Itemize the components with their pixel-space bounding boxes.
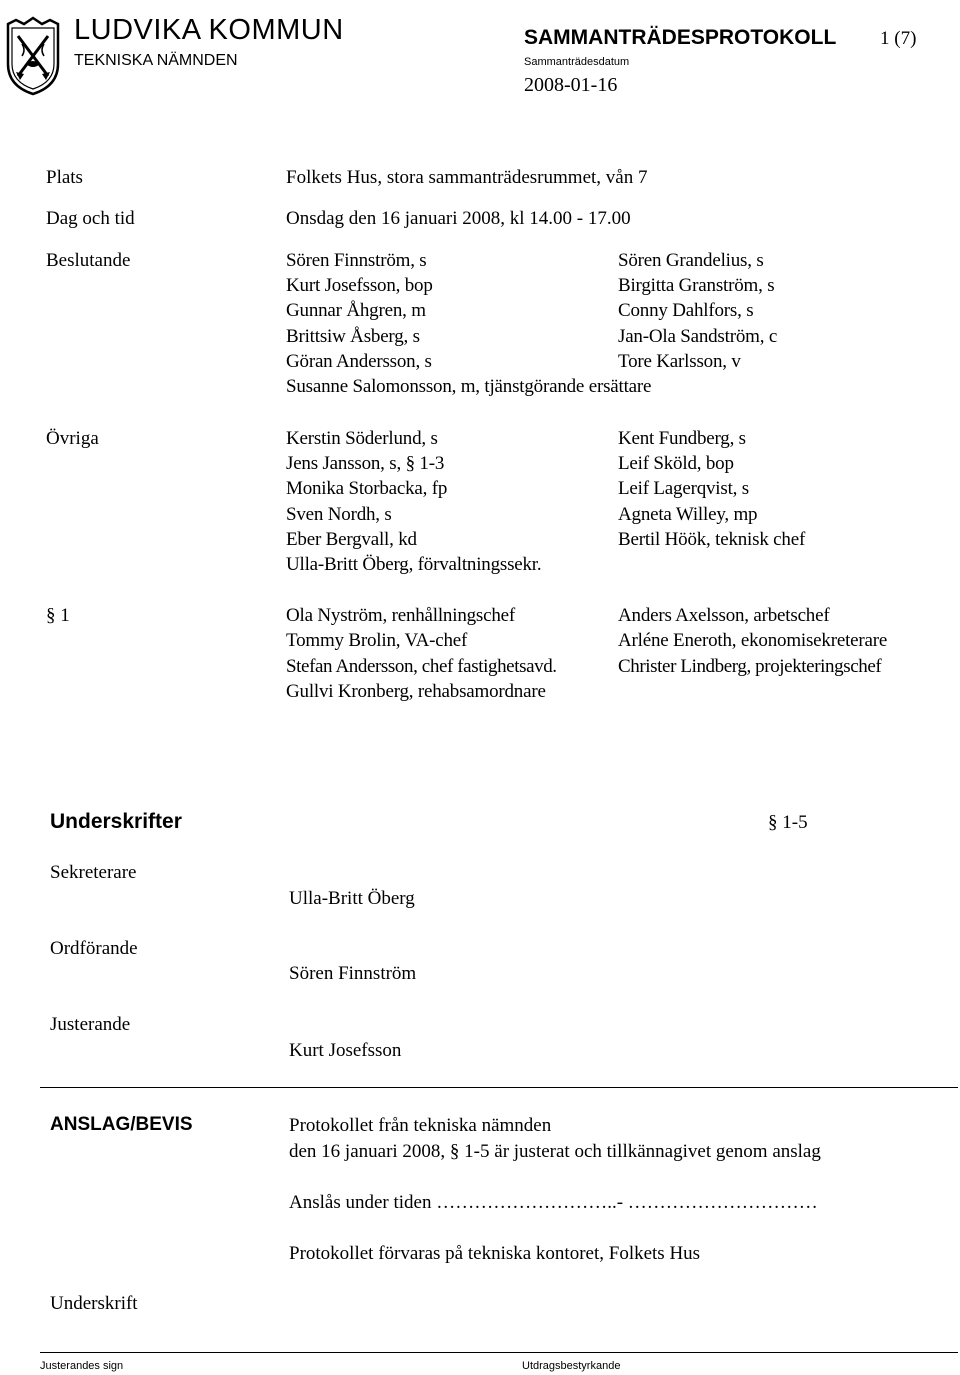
anslag-text: Protokollet från tekniska nämnden	[289, 1115, 552, 1136]
paragraf-attendee: Christer Lindberg, projekteringschef	[618, 656, 882, 677]
paragraf-attendee: Stefan Andersson, chef fastighetsavd.	[286, 656, 557, 677]
sekreterare-name: Ulla-Britt Öberg	[289, 888, 415, 909]
utdragsbestyrkande: Utdragsbestyrkande	[522, 1360, 621, 1372]
ovriga-member: Jens Jansson, s, § 1-3	[286, 453, 445, 474]
beslutande-label: Beslutande	[46, 250, 131, 271]
paragraf-attendee: Ola Nyström, renhållningschef	[286, 605, 516, 626]
paragraf-attendee: Tommy Brolin, VA-chef	[286, 630, 468, 651]
ovriga-member: Agneta Willey, mp	[618, 504, 758, 525]
beslutande-member: Sören Finnström, s	[286, 250, 427, 271]
anslag-period: Anslås under tiden ………………………..- …………………………	[289, 1192, 818, 1213]
beslutande-member: Conny Dahlfors, s	[618, 300, 754, 321]
plats-label: Plats	[46, 167, 83, 188]
meeting-date: 2008-01-16	[524, 74, 618, 96]
paragraf-label: § 1	[46, 605, 70, 626]
underskrift-label: Underskrift	[50, 1293, 138, 1314]
footer-divider	[40, 1352, 958, 1353]
beslutande-member: Tore Karlsson, v	[618, 351, 741, 372]
ovriga-member: Kent Fundberg, s	[618, 428, 746, 449]
beslutande-member: Gunnar Åhgren, m	[286, 300, 426, 321]
ovriga-member: Sven Nordh, s	[286, 504, 392, 525]
beslutande-member: Kurt Josefsson, bop	[286, 275, 433, 296]
ovriga-member: Eber Bergvall, kd	[286, 529, 417, 550]
meeting-date-label: Sammanträdesdatum	[524, 56, 630, 68]
paragraf-attendee: Anders Axelsson, arbetschef	[618, 605, 830, 626]
anslag-storage: Protokollet förvaras på tekniska kontoret, Folkets Hus	[289, 1243, 701, 1264]
beslutande-substitute: Susanne Salomonsson, m, tjänstgörande ersättare	[286, 376, 652, 397]
organization-name: LUDVIKA KOMMUN	[74, 14, 344, 46]
ovriga-label: Övriga	[46, 428, 99, 449]
page-number: 1 (7)	[880, 28, 917, 49]
beslutande-member: Sören Grandelius, s	[618, 250, 764, 271]
ovriga-member: Leif Lagerqvist, s	[618, 478, 749, 499]
ovriga-member: Monika Storbacka, fp	[286, 478, 448, 499]
coat-of-arms-logo	[4, 14, 62, 96]
document-title: SAMMANTRÄDESPROTOKOLL	[524, 26, 837, 49]
sekreterare-label: Sekreterare	[50, 862, 137, 883]
beslutande-member: Göran Andersson, s	[286, 351, 432, 372]
ovriga-member: Leif Sköld, bop	[618, 453, 734, 474]
paragraf-attendee: Gullvi Kronberg, rehabsamordnare	[286, 681, 546, 702]
paragraf-attendee: Arléne Eneroth, ekonomisekreterare	[618, 630, 888, 651]
justerande-label: Justerande	[50, 1014, 131, 1035]
section-divider	[40, 1087, 958, 1088]
ovriga-member: Bertil Höök, teknisk chef	[618, 529, 806, 550]
department-name: TEKNISKA NÄMNDEN	[74, 52, 238, 69]
beslutande-member: Brittsiw Åsberg, s	[286, 326, 420, 347]
ordforande-label: Ordförande	[50, 938, 138, 959]
tid-label: Dag och tid	[46, 208, 135, 229]
tid-value: Onsdag den 16 januari 2008, kl 14.00 - 17.00	[286, 208, 631, 229]
ovriga-member: Kerstin Söderlund, s	[286, 428, 438, 449]
justerande-name: Kurt Josefsson	[289, 1040, 402, 1061]
justerandes-sign: Justerandes sign	[40, 1360, 124, 1372]
plats-value: Folkets Hus, stora sammanträdesrummet, vån 7	[286, 167, 648, 188]
anslag-text: den 16 januari 2008, § 1-5 är justerat och tillkännagivet genom anslag	[289, 1141, 821, 1162]
beslutande-member: Birgitta Granström, s	[618, 275, 775, 296]
underskrifter-heading: Underskrifter	[50, 810, 182, 833]
ovriga-member: Ulla-Britt Öberg, förvaltningssekr.	[286, 554, 542, 575]
beslutande-member: Jan-Ola Sandström, c	[618, 326, 778, 347]
anslag-heading: ANSLAG/BEVIS	[50, 1114, 193, 1135]
underskrifter-paragraphs: § 1-5	[768, 812, 808, 833]
ordforande-name: Sören Finnström	[289, 963, 417, 984]
